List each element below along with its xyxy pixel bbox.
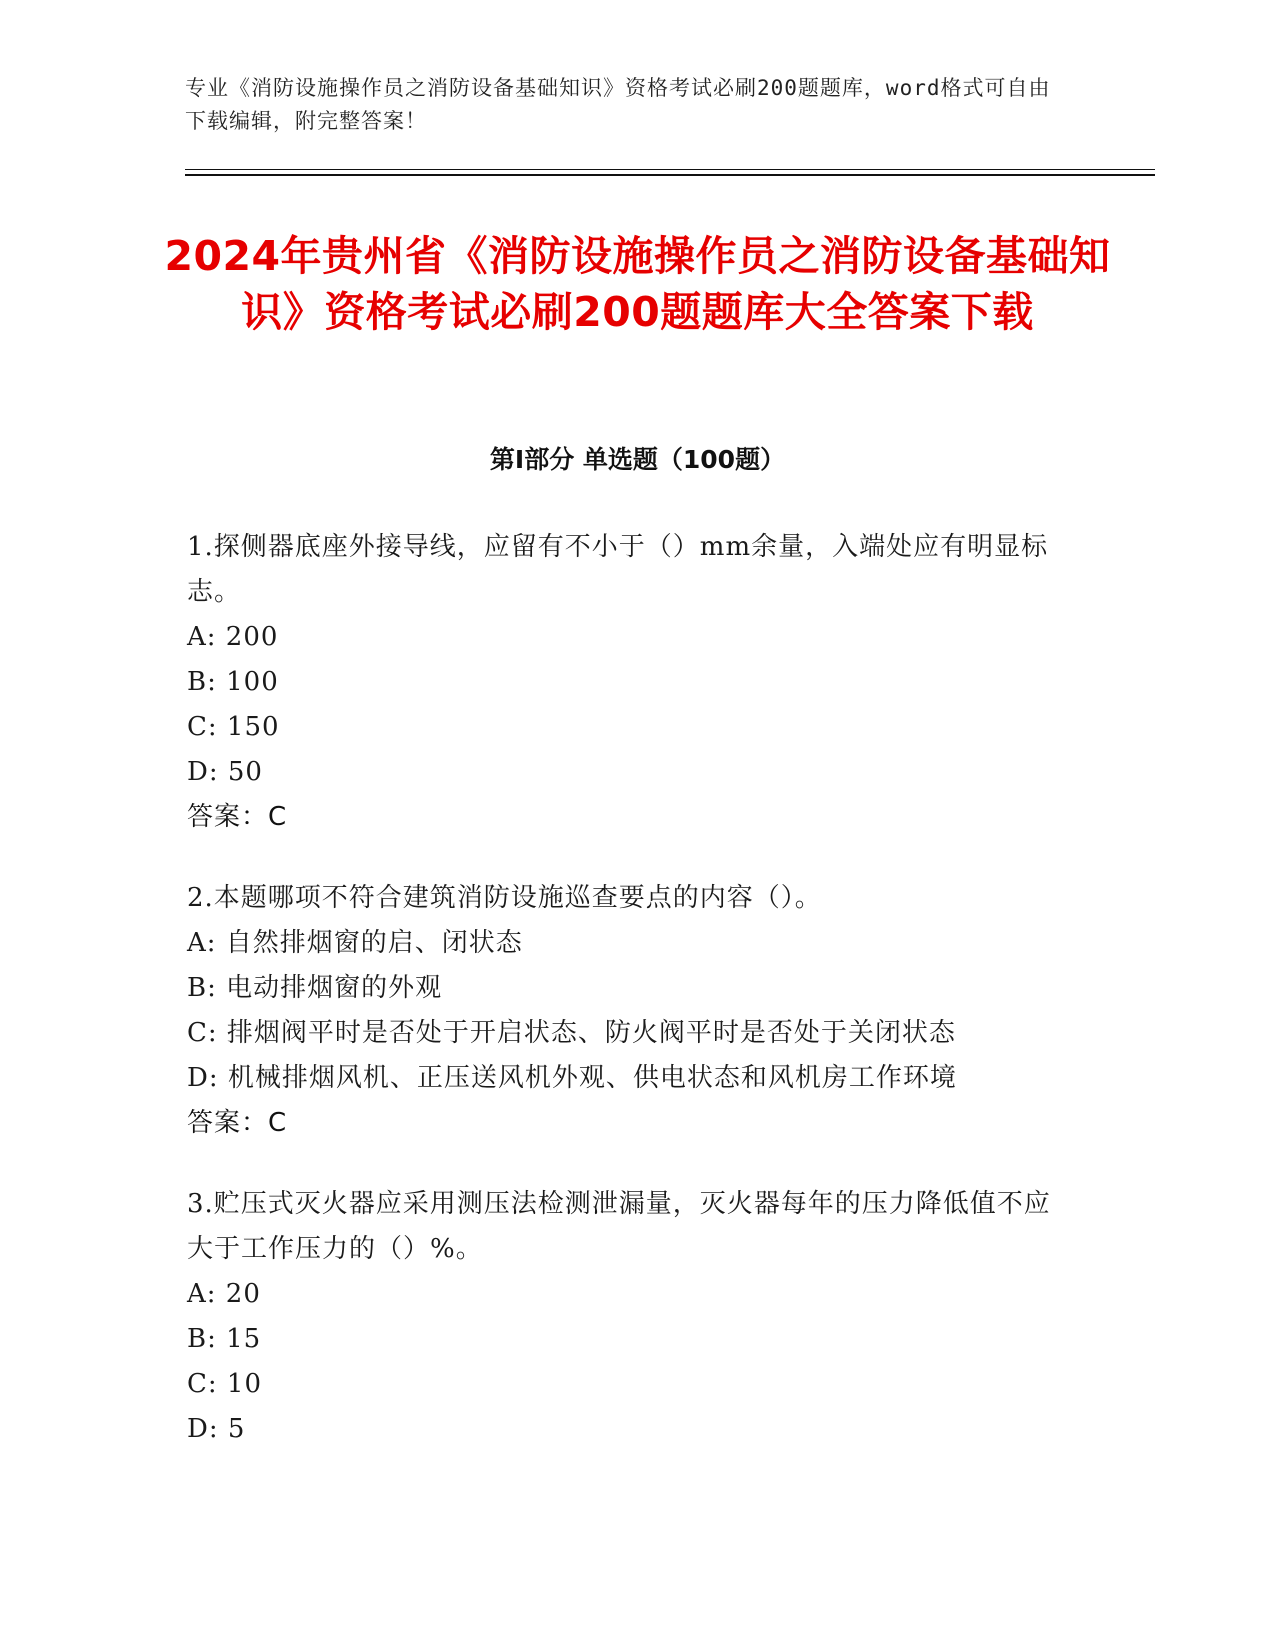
option-c: C: 150	[187, 712, 280, 742]
question-list	[187, 525, 1067, 1488]
question-text: 1.探侧器底座外接导线，应留有不小于（）mm余量，入端处应有明显标志。	[187, 532, 1049, 607]
option-a: A: 200	[187, 622, 279, 652]
header-divider-thin	[185, 169, 1155, 170]
option-b: B: 电动排烟窗的外观	[187, 973, 443, 1003]
option-c: C: 排烟阀平时是否处于开启状态、防火阀平时是否处于关闭状态	[187, 1018, 956, 1048]
question-2	[187, 876, 1067, 1146]
option-b: B: 15	[187, 1324, 262, 1354]
question-text: 2.本题哪项不符合建筑消防设施巡查要点的内容（）。	[187, 883, 822, 913]
question-3	[187, 1182, 1067, 1452]
option-d: D: 机械排烟风机、正压送风机外观、供电状态和风机房工作环境	[187, 1063, 957, 1093]
header-note: 专业《消防设施操作员之消防设备基础知识》资格考试必刷200题题库，word格式可自由下载编辑，附完整答案！	[185, 76, 1051, 133]
option-b: B: 100	[187, 667, 279, 697]
option-a: A: 20	[187, 1279, 261, 1309]
document-title: 2024年贵州省《消防设施操作员之消防设备基础知识》资格考试必刷200题题库大全答案下载	[164, 232, 1111, 336]
option-c: C: 10	[187, 1369, 263, 1399]
question-text: 3.贮压式灭火器应采用测压法检测泄漏量，灭火器每年的压力降低值不应大于工作压力的（）%。	[187, 1189, 1051, 1264]
section-title: 第Ⅰ部分 单选题（100题）	[489, 445, 786, 474]
answer-label: 答案：C	[187, 1108, 288, 1138]
option-a: A: 自然排烟窗的启、闭状态	[187, 928, 523, 958]
option-d: D: 5	[187, 1414, 246, 1444]
header-divider-thick	[185, 174, 1155, 176]
option-d: D: 50	[187, 757, 263, 787]
answer-label: 答案：C	[187, 802, 288, 832]
question-1	[187, 525, 1067, 840]
